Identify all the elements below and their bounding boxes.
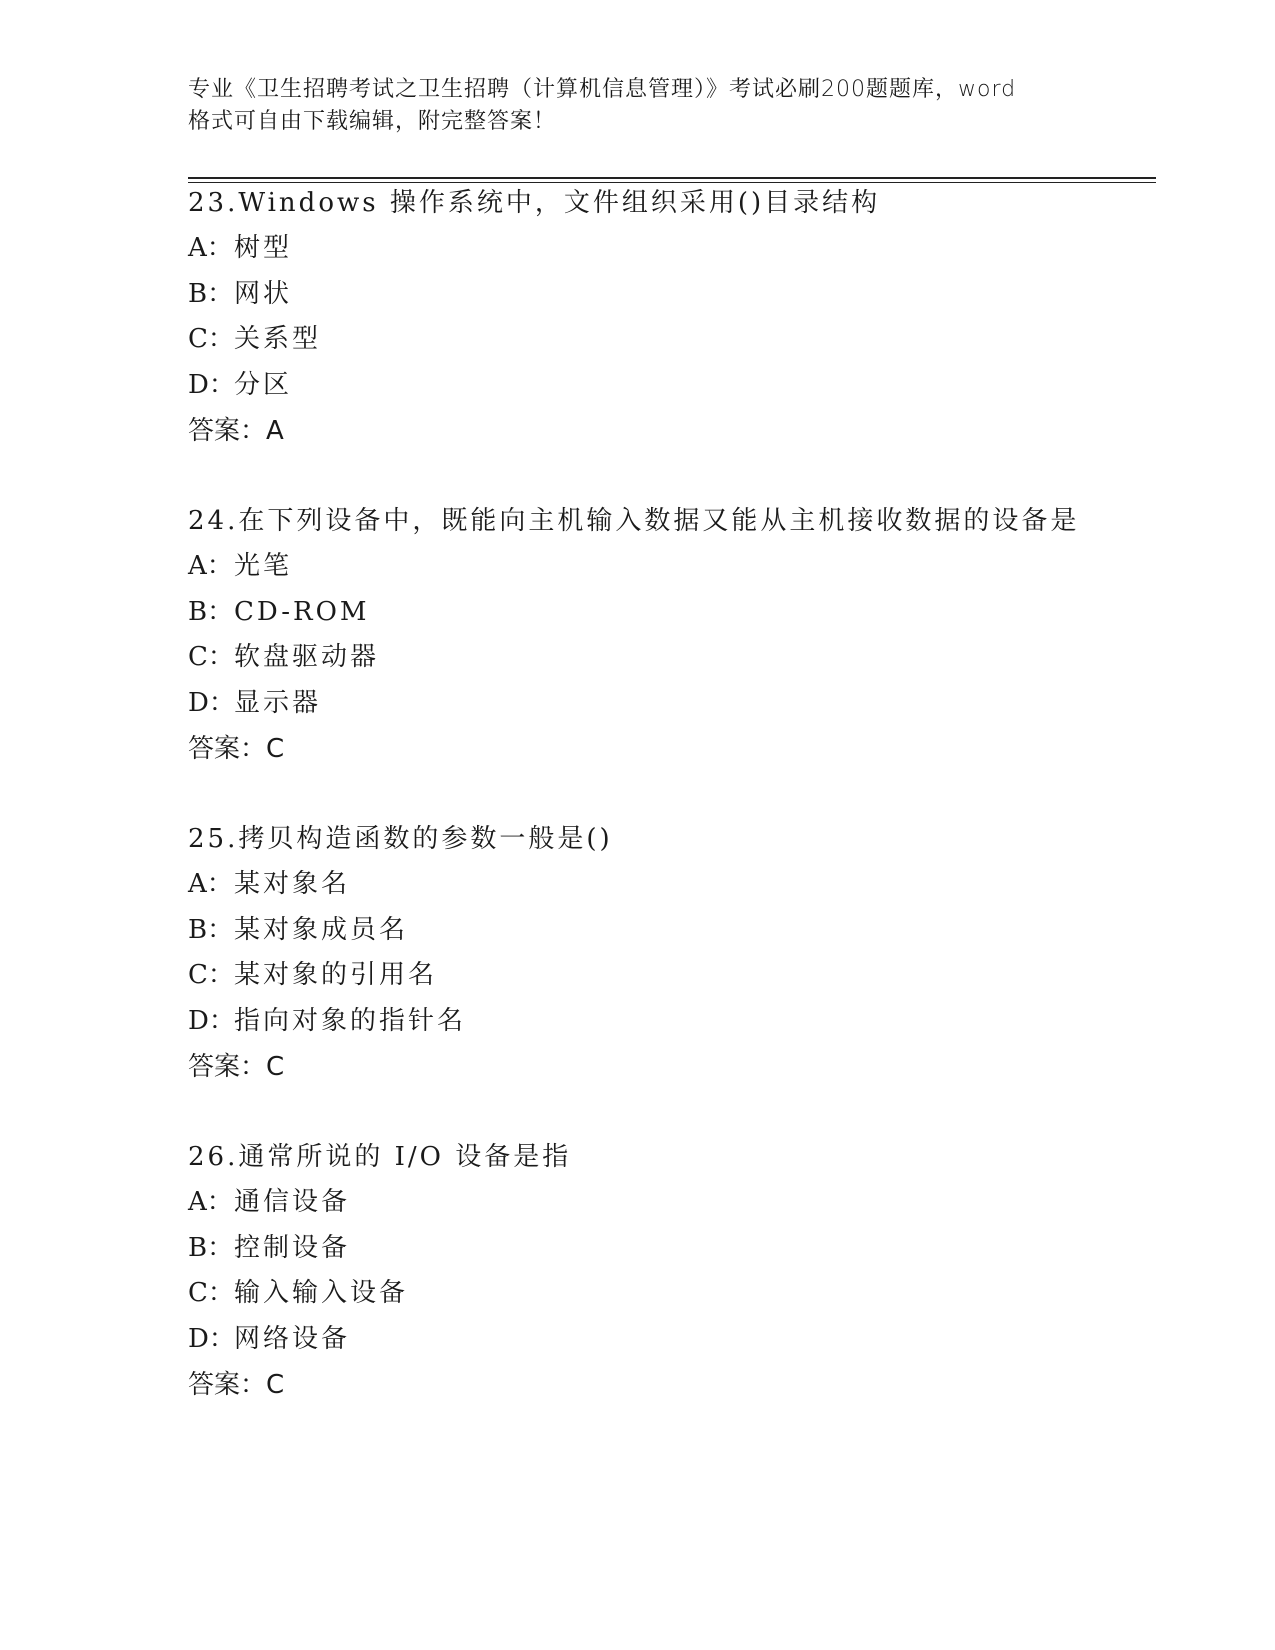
option-label: A： — [188, 233, 233, 263]
option-text: 某对象名 — [234, 869, 351, 899]
option-text: 光笔 — [234, 551, 293, 581]
header-line-2: 格式可自由下载编辑，附完整答案！ — [188, 109, 557, 134]
question-block — [188, 816, 1168, 1090]
question-block — [188, 1134, 1168, 1408]
option-label: B： — [188, 1232, 234, 1263]
option-text: CD-ROM — [234, 596, 370, 627]
option-label: D： — [188, 1323, 235, 1354]
option-text: 某对象成员名 — [234, 914, 409, 945]
answer-line: 答案：C — [188, 1370, 285, 1400]
option-text: 输入输入设备 — [234, 1278, 409, 1308]
option-label: C： — [188, 324, 234, 354]
option-b — [188, 272, 1168, 318]
option-text: 网状 — [234, 278, 293, 309]
option-a — [188, 1180, 1168, 1226]
option-c — [188, 1271, 1168, 1317]
document-header — [188, 74, 1088, 138]
answer-line: 答案：A — [188, 416, 284, 446]
option-text: 分区 — [234, 369, 293, 400]
question-block — [188, 180, 1168, 454]
option-b — [188, 1226, 1168, 1272]
question-title: 24.在下列设备中，既能向主机输入数据又能从主机接收数据的设备是 — [188, 506, 1080, 536]
option-c — [188, 953, 1168, 999]
option-label: B： — [188, 596, 234, 627]
question-title: 25.拷贝构造函数的参数一般是() — [188, 824, 613, 854]
option-b — [188, 908, 1168, 954]
option-d — [188, 1317, 1168, 1363]
option-a — [188, 226, 1168, 272]
option-text: 软盘驱动器 — [234, 642, 380, 672]
header-line-1: 专业《卫生招聘考试之卫生招聘（计算机信息管理）》考试必刷200题题库，word — [188, 77, 1017, 102]
option-label: D： — [188, 1005, 235, 1036]
option-label: C： — [188, 1278, 234, 1308]
option-text: 某对象的引用名 — [234, 960, 438, 990]
answer-line: 答案：C — [188, 734, 285, 764]
option-text: 指向对象的指针名 — [234, 1005, 467, 1036]
option-label: D： — [188, 369, 235, 400]
option-label: B： — [188, 278, 234, 309]
option-text: 树型 — [234, 233, 293, 263]
option-label: C： — [188, 960, 234, 990]
option-text: 通信设备 — [234, 1187, 351, 1217]
option-label: A： — [188, 551, 233, 581]
option-label: B： — [188, 914, 234, 945]
question-title: 26.通常所说的 I/O 设备是指 — [188, 1142, 572, 1172]
header-divider-thick — [188, 177, 1156, 179]
question-block — [188, 498, 1168, 772]
question-title: 23.Windows 操作系统中，文件组织采用()目录结构 — [188, 188, 881, 218]
option-label: C： — [188, 642, 234, 672]
answer-line: 答案：C — [188, 1052, 285, 1082]
option-c — [188, 317, 1168, 363]
option-label: A： — [188, 1187, 233, 1217]
option-d — [188, 681, 1168, 727]
option-d — [188, 999, 1168, 1045]
option-c — [188, 635, 1168, 681]
option-label: A： — [188, 869, 233, 899]
option-text: 网络设备 — [234, 1323, 351, 1354]
option-text: 控制设备 — [234, 1232, 351, 1263]
option-label: D： — [188, 687, 235, 718]
option-d — [188, 363, 1168, 409]
option-a — [188, 862, 1168, 908]
option-text: 关系型 — [234, 324, 322, 354]
option-b — [188, 590, 1168, 636]
option-a — [188, 544, 1168, 590]
option-text: 显示器 — [234, 687, 322, 718]
